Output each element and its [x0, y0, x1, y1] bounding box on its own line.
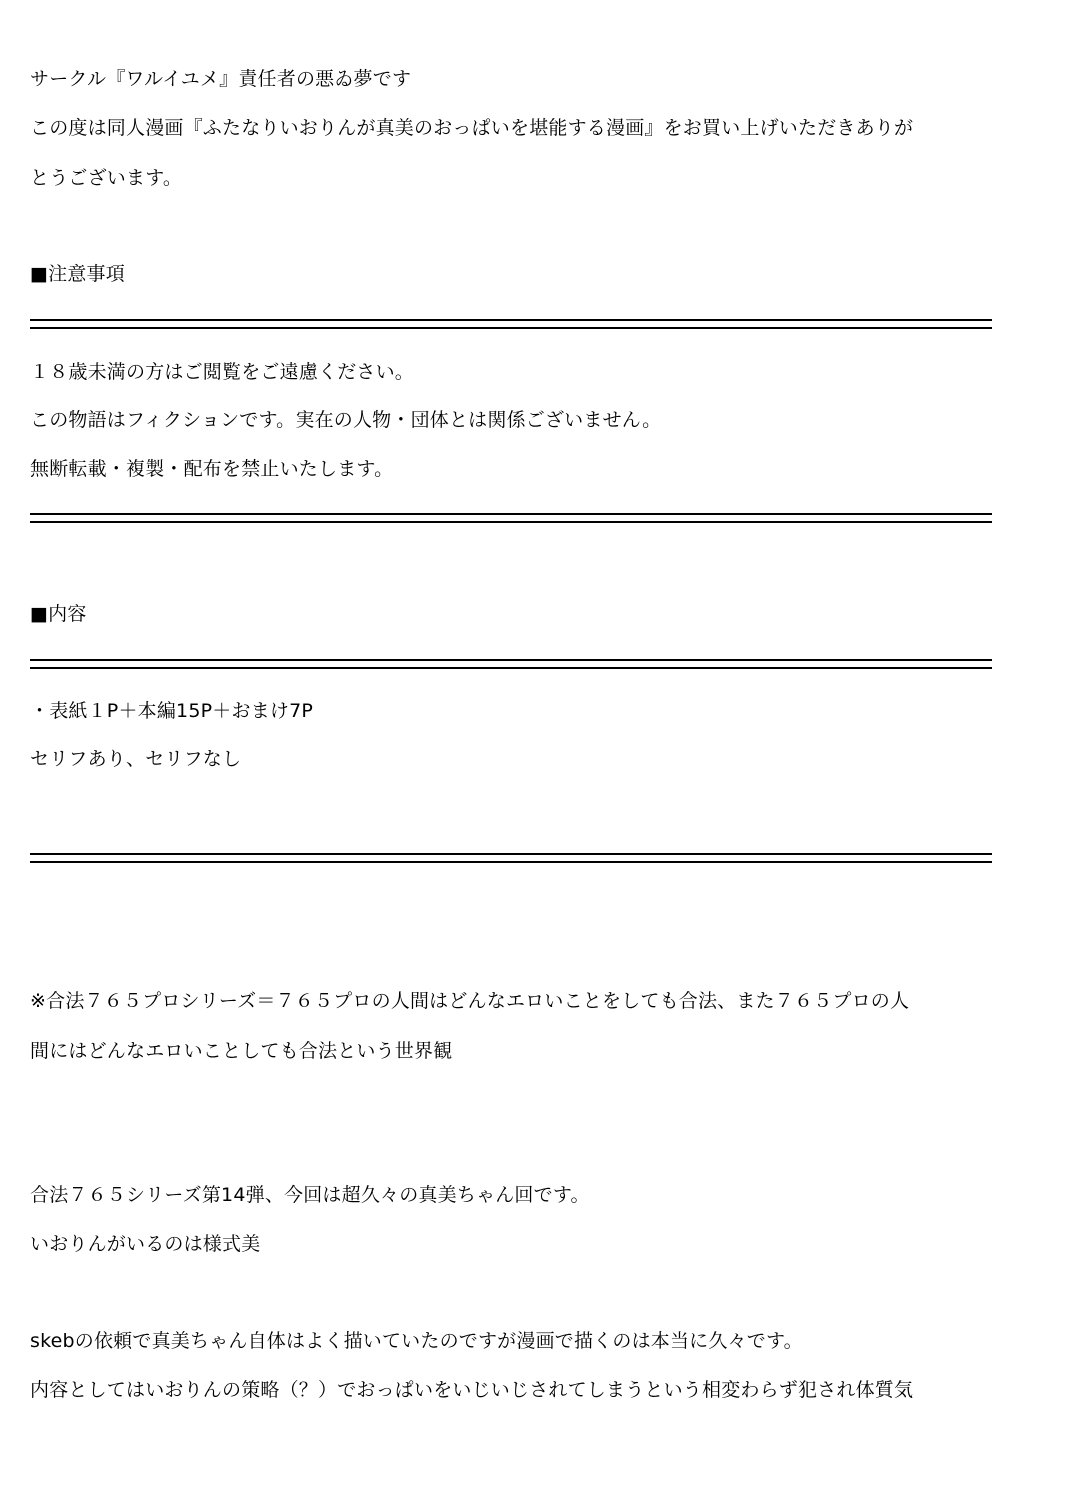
notice-rule-bottom [30, 513, 992, 523]
notice-item: １８歳未満の方はご閲覧をご遠慮ください。 [30, 361, 415, 383]
contents-item: ・表紙１P＋本編15P＋おまけ7P [30, 700, 314, 722]
notice-item: 無断転載・複製・配布を禁止いたします。 [30, 458, 394, 480]
series-note-line-2: 間にはどんなエロいことしても合法という世界観 [30, 1040, 453, 1062]
body-paragraph-line: 内容としてはいおりんの策略（？）でおっぱいをいじいじされてしまうという相変わらず犯され体質気 [30, 1379, 914, 1401]
contents-heading: ■内容 [30, 603, 87, 625]
intro-line-3: とうございます。 [30, 167, 183, 189]
contents-rule-bottom [30, 853, 992, 863]
notice-rule-top [30, 319, 992, 329]
contents-rule-top [30, 659, 992, 669]
body-paragraph-line: skebの依頼で真美ちゃん自体はよく描いていたのですが漫画で描くのは本当に久々です。 [30, 1330, 803, 1352]
notice-heading: ■注意事項 [30, 263, 125, 285]
intro-line-2: この度は同人漫画『ふたなりいおりんが真美のおっぱいを堪能する漫画』をお買い上げいただきありが [30, 117, 914, 139]
series-note-line-1: ※合法７６５プロシリーズ＝７６５プロの人間はどんなエロいことをしても合法、また７６５プロの人 [30, 990, 910, 1012]
notice-item: この物語はフィクションです。実在の人物・団体とは関係ございません。 [30, 409, 662, 431]
intro-line-1: サークル『ワルイユメ』責任者の悪ゐ夢です [30, 68, 412, 90]
contents-item: セリフあり、セリフなし [30, 748, 242, 770]
body-paragraph-line: いおりんがいるのは様式美 [30, 1233, 261, 1255]
body-paragraph-line: 合法７６５シリーズ第14弾、今回は超久々の真美ちゃん回です。 [30, 1184, 590, 1206]
